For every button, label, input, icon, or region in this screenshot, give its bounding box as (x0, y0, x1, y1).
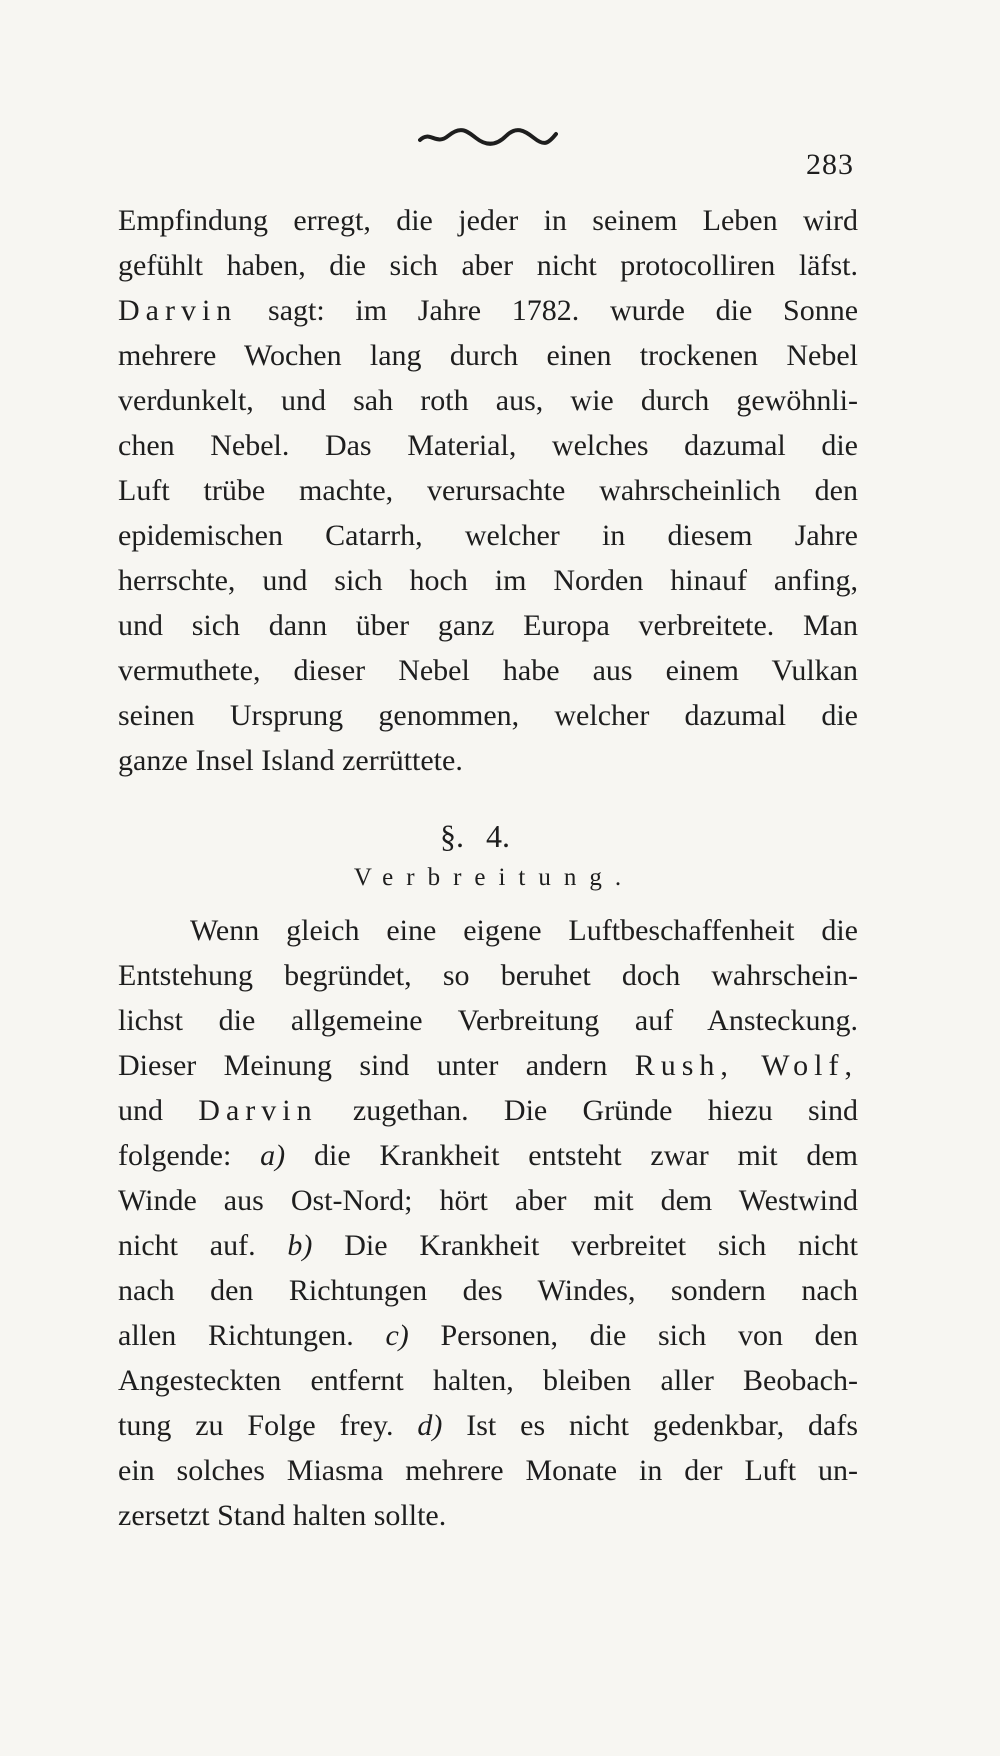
text-line: gefühlt haben, die sich aber nicht protocolliren läfst. (118, 249, 858, 282)
text-line (118, 288, 858, 333)
text-fragment: folgende: (118, 1139, 232, 1172)
text-line: verdunkelt, und sah roth aus, wie durch gewöhnli- (118, 384, 858, 417)
text-line: mehrere Wochen lang durch einen trockenen Nebel (118, 339, 858, 372)
text-line (118, 1043, 858, 1088)
text-line: epidemischen Catarrh, welcher in diesem Jahre (118, 519, 858, 552)
header-ornament (418, 126, 558, 148)
text-line: ganze Insel Island zerrüttete. (118, 744, 463, 777)
section-title: Verbreitung. (353, 864, 635, 891)
text-fragment: Personen, die sich von den (440, 1319, 858, 1352)
text-line: zersetzt Stand halten sollte. (118, 1499, 447, 1532)
text-line (118, 1403, 858, 1448)
text-line: Winde aus Ost-Nord; hört aber mit dem Westwind (118, 1184, 858, 1217)
text-line (118, 1223, 858, 1268)
text-line: chen Nebel. Das Material, welches dazumal die (118, 429, 858, 462)
page-number: 283 (806, 148, 854, 181)
text-fragment: sagt: im Jahre 1782. wurde die Sonne (268, 294, 859, 327)
enumeration-c: c) (385, 1319, 409, 1352)
text-line: vermuthete, dieser Nebel habe aus einem Vulkan (118, 654, 858, 687)
enumeration-b: b) (287, 1229, 313, 1262)
text-line: lichst die allgemeine Verbreitung auf Ansteckung. (118, 1004, 858, 1037)
text-line: ein solches Miasma mehrere Monate in der Luft un- (118, 1454, 858, 1487)
text-line (118, 1313, 858, 1358)
text-fragment: allen Richtungen. (118, 1319, 354, 1352)
text-fragment: tung zu Folge frey. (118, 1409, 394, 1442)
text-fragment: Die Krankheit verbreitet sich nicht (344, 1229, 858, 1262)
text-line: Wenn gleich eine eigene Luftbeschaffenheit die (190, 914, 858, 947)
text-fragment: und (118, 1094, 163, 1127)
text-line (118, 1133, 858, 1178)
text-line (118, 1088, 858, 1133)
paragraph-verbreitung (118, 908, 858, 1538)
text-line: seinen Ursprung genommen, welcher dazumal die (118, 699, 858, 732)
paragraph-catarrh-1782 (118, 198, 858, 783)
text-line: Empfindung erregt, die jeder in seinem Leben wird (118, 204, 858, 237)
text-line: und sich dann über ganz Europa verbreitete. Man (118, 609, 858, 642)
text-fragment: nicht auf. (118, 1229, 256, 1262)
enumeration-a: a) (260, 1139, 286, 1172)
text-fragment: Dieser Meinung sind unter andern (118, 1049, 608, 1082)
enumeration-d: d) (417, 1409, 443, 1442)
author-name-darvin: Darvin (118, 294, 238, 327)
text-line: Entstehung begründet, so beruhet doch wahrschein- (118, 959, 858, 992)
author-name-rush: Rush, (634, 1049, 734, 1082)
author-name-wolf: Wolf, (761, 1049, 858, 1082)
author-name-darvin: Darvin (198, 1094, 318, 1127)
section-number: §. 4. (440, 818, 510, 854)
text-line: nach den Richtungen des Windes, sondern nach (118, 1274, 858, 1307)
text-fragment: Ist es nicht gedenkbar, dafs (466, 1409, 858, 1442)
text-fragment: zugethan. Die Gründe hiezu sind (352, 1094, 859, 1127)
text-line: Angesteckten entfernt halten, bleiben aller Beobach- (118, 1364, 858, 1397)
text-fragment: die Krankheit entsteht zwar mit dem (313, 1139, 859, 1172)
text-line: herrschte, und sich hoch im Norden hinauf anfing, (118, 564, 858, 597)
text-line: Luft trübe machte, verursachte wahrscheinlich den (118, 474, 858, 507)
